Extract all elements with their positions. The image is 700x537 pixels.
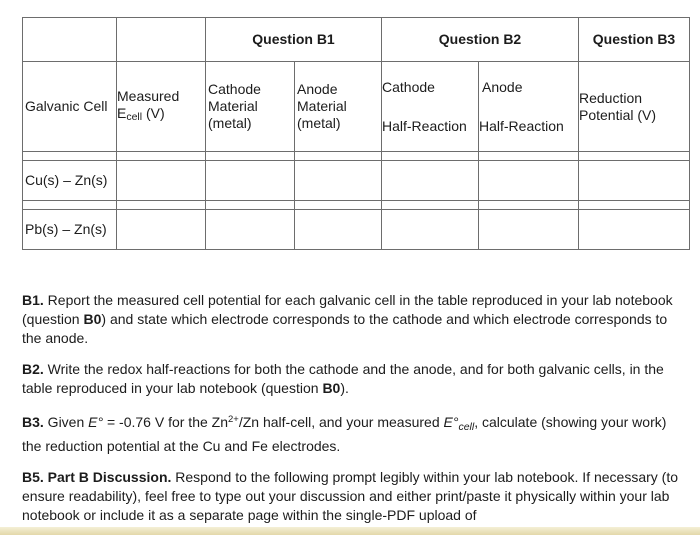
measured-ecell-header (117, 62, 206, 152)
cathode-half-reaction-header: Cathode Half-Reaction (382, 62, 479, 152)
input-cell[interactable] (117, 210, 206, 250)
empty-cell (23, 18, 117, 62)
galvanic-cell-pb-zn: Pb(s) – Zn(s) (23, 210, 117, 250)
galvanic-cell-header (23, 62, 117, 152)
reduction-potential-header: Reduction Potential (V) (579, 62, 690, 152)
questions-text (22, 291, 686, 537)
question-header-row (23, 18, 690, 62)
input-cell[interactable] (295, 210, 382, 250)
empty-cell (117, 18, 206, 62)
spacer-row (23, 152, 690, 161)
spacer-row (23, 201, 690, 210)
ecell-label: Ecell (V) (117, 104, 165, 123)
input-cell[interactable] (206, 210, 295, 250)
galvanic-cell-cu-zn: Cu(s) – Zn(s) (23, 161, 117, 201)
measured-label: Measured (117, 87, 180, 104)
question-b1: B1. Report the measured cell potential for each galvanic cell in the table reproduced in your lab notebook (question B0) and state which electrode corresponds to the cathode and which electrode corresponds to the anode. (22, 292, 673, 346)
input-cell[interactable] (117, 161, 206, 201)
table-row (23, 161, 690, 201)
input-cell[interactable] (206, 161, 295, 201)
question-b1-header: Question B1 (206, 18, 382, 62)
input-cell[interactable] (579, 161, 690, 201)
galvanic-cell-label: Galvanic Cell (25, 98, 108, 114)
input-cell[interactable] (579, 210, 690, 250)
input-cell[interactable] (382, 161, 479, 201)
question-b2: B2. Write the redox half-reactions for both the cathode and the anode, and for both galvanic cells, in the table reproduced in your lab notebook (question B0). (22, 361, 664, 396)
anode-material-header: Anode Material (metal) (295, 62, 382, 152)
table-row (23, 210, 690, 250)
cathode-material-header: Cathode Material (metal) (206, 62, 295, 152)
input-cell[interactable] (295, 161, 382, 201)
question-b5: B5. Part B Discussion. Respond to the following prompt legibly within your lab notebook. If necessary (to ensure readability), feel free to type out your discussion and either print/paste it physically within your lab notebook or include it as a separate page within the single-PDF upload of (22, 469, 679, 523)
question-b3: B3. Given E° = -0.76 V for the $Zn^{2+}/Zn$ half-cell, and your measured $E^\circ_{cell}$, calculate (showing your work) the reduction potential at the Cu and Fe electrodes. (22, 414, 667, 454)
input-cell[interactable] (479, 210, 579, 250)
input-cell[interactable] (479, 161, 579, 201)
column-header-row (23, 62, 690, 152)
anode-half-reaction-header: Anode Half-Reaction (479, 62, 579, 152)
data-table (22, 17, 690, 250)
question-b2-header: Question B2 (382, 18, 579, 62)
question-b3-header: Question B3 (579, 18, 690, 62)
input-cell[interactable] (382, 210, 479, 250)
page-bottom-edge (0, 527, 700, 535)
